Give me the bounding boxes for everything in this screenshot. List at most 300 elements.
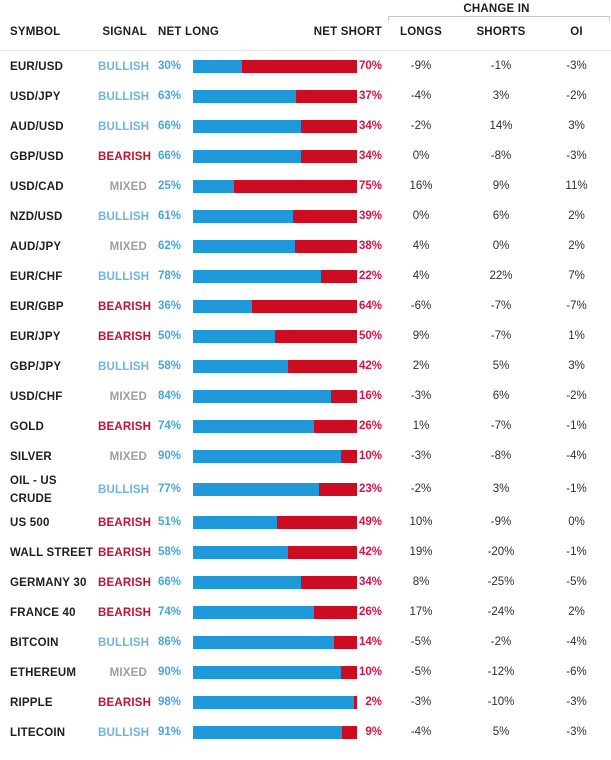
change-oi-value: -2% [566,90,587,102]
sentiment-bar [193,420,357,433]
net-long-value: 84% [158,390,182,402]
net-short-bar-segment [242,60,357,73]
net-short-bar-segment [301,576,357,589]
net-position-cell [158,360,382,373]
symbol-cell [10,177,98,195]
symbol-cell [10,327,98,345]
net-short-bar-segment [314,606,357,619]
signal-label: MIXED [109,451,147,463]
signal-cell [98,357,150,375]
signal-label: BULLISH [98,211,150,223]
net-long-bar-segment [193,576,301,589]
change-shorts-value: 22% [489,270,513,282]
signal-label: BEARISH [98,697,152,709]
sentiment-bar [193,210,357,223]
net-long-bar-segment [193,60,242,73]
net-short-bar-segment [295,240,357,253]
symbol-label: BITCOIN [10,637,59,649]
table-row [0,627,611,657]
signal-cell [98,663,147,681]
symbol-cell [10,357,98,375]
change-shorts-value: 6% [492,210,510,222]
symbol-label: GBP/USD [10,151,64,163]
change-shorts-value: -7% [490,300,512,312]
table-row [0,471,611,507]
symbol-label: EUR/USD [10,61,64,73]
table-row [0,537,611,567]
net-position-cell [158,240,382,253]
symbol-cell [10,147,98,165]
net-long-bar-segment [193,666,341,679]
change-longs-value: 10% [409,516,433,528]
column-header-symbol: SYMBOL [10,26,61,38]
net-long-value: 74% [158,420,182,432]
net-short-bar-segment [277,516,357,529]
change-longs-value: 8% [412,576,430,588]
change-longs-value: -6% [410,300,432,312]
net-short-value: 75% [358,180,382,192]
net-position-cell [158,636,382,649]
change-shorts-value: -7% [490,420,512,432]
change-shorts-value: 14% [489,120,513,132]
net-long-bar-segment [193,150,301,163]
net-long-value: 74% [158,606,182,618]
signal-cell [98,147,152,165]
change-shorts-value: 5% [492,360,510,372]
net-short-value: 49% [358,516,382,528]
change-oi-value: -2% [566,390,587,402]
net-long-bar-segment [193,606,314,619]
net-long-value: 90% [158,450,182,462]
net-long-value: 66% [158,576,182,588]
net-long-value: 77% [158,483,182,495]
symbol-label: USD/CHF [10,391,63,403]
symbol-cell [10,513,98,531]
net-long-bar-segment [193,450,341,463]
change-longs-value: 4% [412,270,430,282]
net-long-value: 58% [158,360,182,372]
signal-label: BULLISH [98,361,150,373]
change-shorts-value: -7% [490,330,512,342]
sentiment-bar [193,60,357,73]
symbol-label: SILVER [10,451,52,463]
symbol-cell [10,87,98,105]
net-short-bar-segment [341,666,357,679]
net-short-value: 37% [358,90,382,102]
table-row [0,261,611,291]
sentiment-bar [193,240,357,253]
table-row [0,441,611,471]
net-short-bar-segment [301,150,357,163]
net-long-bar-segment [193,300,252,313]
signal-cell [98,633,150,651]
net-position-cell [158,390,382,403]
net-short-value: 14% [358,636,382,648]
column-header-oi: OI [570,26,583,38]
table-row [0,111,611,141]
net-short-bar-segment [319,483,357,496]
net-long-value: 58% [158,546,182,558]
net-position-cell [158,420,382,433]
symbol-label: ETHEREUM [10,667,77,679]
net-long-value: 51% [158,516,182,528]
signal-label: BEARISH [98,517,152,529]
net-long-bar-segment [193,120,301,133]
net-short-value: 23% [358,483,382,495]
symbol-label: US 500 [10,517,50,529]
net-long-bar-segment [193,270,321,283]
signal-cell [98,417,152,435]
table-row [0,51,611,81]
net-short-value: 16% [358,390,382,402]
sentiment-bar [193,330,357,343]
net-short-bar-segment [342,726,357,739]
table-row [0,291,611,321]
column-header-signal: SIGNAL [102,26,147,38]
symbol-cell [10,297,98,315]
sentiment-bar [193,90,357,103]
change-oi-value: 0% [568,516,585,528]
net-long-bar-segment [193,636,334,649]
net-short-bar-segment [331,390,357,403]
change-in-group-label: CHANGE IN [463,3,530,15]
signal-cell [98,387,147,405]
net-short-bar-segment [275,330,357,343]
signal-cell [98,693,152,711]
change-oi-value: -4% [566,450,587,462]
net-short-value: 10% [358,666,382,678]
net-short-value: 9% [365,726,382,738]
signal-label: BULLISH [98,271,150,283]
net-short-bar-segment [288,360,357,373]
net-long-value: 63% [158,90,182,102]
signal-cell [98,237,147,255]
net-short-value: 26% [358,606,382,618]
net-position-cell [158,666,382,679]
change-longs-value: -3% [410,390,432,402]
symbol-label: EUR/GBP [10,301,64,313]
net-long-value: 86% [158,636,182,648]
net-long-value: 66% [158,120,182,132]
symbol-cell [10,57,98,75]
change-oi-value: -5% [566,576,587,588]
symbol-cell [10,543,98,561]
net-position-cell [158,300,382,313]
symbol-label: LITECOIN [10,727,66,739]
net-position-cell [158,330,382,343]
sentiment-bar [193,180,357,193]
signal-label: BEARISH [98,577,152,589]
change-longs-value: -2% [410,483,432,495]
symbol-cell [10,387,98,405]
table-row [0,351,611,381]
symbol-label: EUR/JPY [10,331,61,343]
table-body [0,51,611,747]
symbol-cell [10,663,98,681]
signal-label: BEARISH [98,301,152,313]
net-position-cell [158,516,382,529]
net-short-value: 42% [358,360,382,372]
change-oi-value: -6% [566,666,587,678]
signal-label: BULLISH [98,91,150,103]
change-oi-value: 11% [565,180,588,192]
net-long-value: 25% [158,180,182,192]
change-oi-value: -1% [566,483,587,495]
symbol-cell [10,471,98,507]
symbol-label: AUD/JPY [10,241,62,253]
change-longs-value: -5% [410,666,432,678]
symbol-cell [10,573,98,591]
net-long-bar-segment [193,546,288,559]
sentiment-bar [193,666,357,679]
change-oi-value: 2% [568,606,585,618]
net-short-value: 34% [358,576,382,588]
signal-label: MIXED [109,181,147,193]
symbol-cell [10,417,98,435]
symbol-cell [10,237,98,255]
table-row [0,411,611,441]
change-shorts-value: -10% [487,696,515,708]
change-shorts-value: 3% [492,483,510,495]
change-longs-value: 1% [412,420,430,432]
change-shorts-value: 3% [492,90,510,102]
net-short-bar-segment [321,270,357,283]
symbol-label: NZD/USD [10,211,63,223]
net-long-value: 62% [158,240,182,252]
signal-label: MIXED [109,241,147,253]
symbol-label: AUD/USD [10,121,64,133]
symbol-cell [10,117,98,135]
change-oi-value: -1% [566,546,587,558]
net-position-cell [158,150,382,163]
net-long-bar-segment [193,420,314,433]
sentiment-bar [193,576,357,589]
column-header-net-short: NET SHORT [313,26,382,38]
sentiment-bar [193,150,357,163]
signal-label: BEARISH [98,547,152,559]
symbol-cell [10,723,98,741]
change-shorts-value: 9% [492,180,510,192]
signal-cell [98,87,150,105]
table-row [0,381,611,411]
change-oi-value: -3% [566,726,587,738]
symbol-cell [10,693,98,711]
change-shorts-value: -12% [487,666,515,678]
change-longs-value: 0% [412,150,430,162]
signal-cell [98,327,152,345]
signal-label: BEARISH [98,151,152,163]
net-long-bar-segment [193,330,275,343]
net-short-value: 64% [358,300,382,312]
signal-label: BULLISH [98,121,150,133]
change-longs-value: -9% [410,60,432,72]
net-long-bar-segment [193,390,331,403]
change-shorts-value: -1% [490,60,512,72]
change-longs-value: -5% [410,636,432,648]
sentiment-bar [193,516,357,529]
table-row [0,567,611,597]
sentiment-bar [193,450,357,463]
net-long-value: 91% [158,726,182,738]
symbol-cell [10,207,98,225]
sentiment-bar [193,636,357,649]
net-short-value: 34% [358,150,382,162]
table-row [0,231,611,261]
change-longs-value: -4% [410,90,432,102]
net-position-cell [158,606,382,619]
net-short-value: 2% [365,696,382,708]
net-short-value: 38% [358,240,382,252]
table-row [0,321,611,351]
change-shorts-value: -25% [487,576,515,588]
change-longs-value: 16% [409,180,433,192]
symbol-label: GOLD [10,421,45,433]
change-longs-value: -3% [410,450,432,462]
change-shorts-value: -2% [490,636,512,648]
change-in-bracket-line [388,16,610,21]
signal-cell [98,543,152,561]
signal-cell [98,603,152,621]
change-oi-value: 2% [568,210,585,222]
net-long-bar-segment [193,726,342,739]
change-oi-value: 3% [568,360,585,372]
table-row [0,687,611,717]
change-oi-value: 2% [568,240,585,252]
sentiment-bar [193,606,357,619]
net-position-cell [158,696,382,709]
net-long-bar-segment [193,483,319,496]
change-shorts-value: -20% [487,546,515,558]
change-oi-value: -1% [566,420,587,432]
net-short-value: 42% [358,546,382,558]
table-row [0,81,611,111]
net-position-cell [158,60,382,73]
net-short-value: 70% [358,60,382,72]
column-header-net-long: NET LONG [158,26,220,38]
net-position-cell [158,546,382,559]
change-oi-value: 3% [568,120,585,132]
net-long-bar-segment [193,240,295,253]
signal-label: BULLISH [98,484,150,496]
symbol-label: RIPPLE [10,697,53,709]
net-position-cell [158,90,382,103]
net-long-bar-segment [193,516,277,529]
net-short-value: 22% [358,270,382,282]
net-long-value: 98% [158,696,182,708]
sentiment-bar [193,360,357,373]
net-long-bar-segment [193,696,354,709]
net-short-value: 34% [358,120,382,132]
sentiment-bar [193,270,357,283]
change-longs-value: 0% [412,210,430,222]
net-long-bar-segment [193,90,296,103]
change-oi-value: -4% [566,636,587,648]
change-shorts-value: -9% [490,516,512,528]
net-short-value: 39% [358,210,382,222]
change-longs-value: -2% [410,120,432,132]
symbol-label: FRANCE 40 [10,607,76,619]
table-header [0,0,611,51]
change-shorts-value: -8% [490,450,512,462]
column-header-net-group [158,26,382,38]
net-short-bar-segment [334,636,357,649]
signal-cell [98,723,150,741]
net-position-cell [158,210,382,223]
signal-cell [98,177,147,195]
signal-cell [98,513,152,531]
signal-cell [98,447,147,465]
symbol-label: GERMANY 30 [10,577,87,589]
table-row [0,597,611,627]
net-position-cell [158,726,382,739]
net-long-value: 78% [158,270,182,282]
signal-label: BEARISH [98,331,152,343]
symbol-label: WALL STREET [10,547,94,559]
change-oi-value: -3% [566,60,587,72]
signal-cell [98,480,150,498]
table-row [0,657,611,687]
signal-label: MIXED [109,391,147,403]
net-short-value: 26% [358,420,382,432]
net-long-value: 36% [158,300,182,312]
sentiment-bar [193,120,357,133]
signal-label: BULLISH [98,61,150,73]
sentiment-bar [193,390,357,403]
symbol-cell [10,633,98,651]
change-shorts-value: 0% [492,240,510,252]
change-shorts-value: -8% [490,150,512,162]
table-row [0,507,611,537]
net-short-bar-segment [293,210,357,223]
table-row [0,201,611,231]
net-short-value: 10% [358,450,382,462]
net-position-cell [158,483,382,496]
symbol-label: GBP/JPY [10,361,62,373]
net-short-value: 50% [358,330,382,342]
table-row [0,717,611,747]
signal-label: MIXED [109,667,147,679]
sentiment-bar [193,726,357,739]
net-short-bar-segment [252,300,357,313]
change-longs-value: 9% [412,330,430,342]
sentiment-bar [193,696,357,709]
net-position-cell [158,180,382,193]
change-longs-value: 4% [412,240,430,252]
net-position-cell [158,120,382,133]
net-position-cell [158,576,382,589]
signal-cell [98,117,150,135]
change-longs-value: -3% [410,696,432,708]
signal-label: BULLISH [98,637,150,649]
symbol-label: USD/JPY [10,91,61,103]
change-longs-value: 19% [409,546,433,558]
change-shorts-value: 6% [492,390,510,402]
change-oi-value: 7% [568,270,585,282]
net-short-bar-segment [314,420,357,433]
change-oi-value: -7% [566,300,587,312]
change-oi-value: -3% [566,150,587,162]
table-row [0,141,611,171]
change-oi-value: 1% [568,330,585,342]
net-long-bar-segment [193,360,288,373]
net-short-bar-segment [301,120,357,133]
net-long-value: 90% [158,666,182,678]
sentiment-bar [193,546,357,559]
change-longs-value: -4% [410,726,432,738]
net-long-value: 50% [158,330,182,342]
symbol-label: USD/CAD [10,181,64,193]
symbol-label: OIL - US CRUDE [10,475,57,505]
